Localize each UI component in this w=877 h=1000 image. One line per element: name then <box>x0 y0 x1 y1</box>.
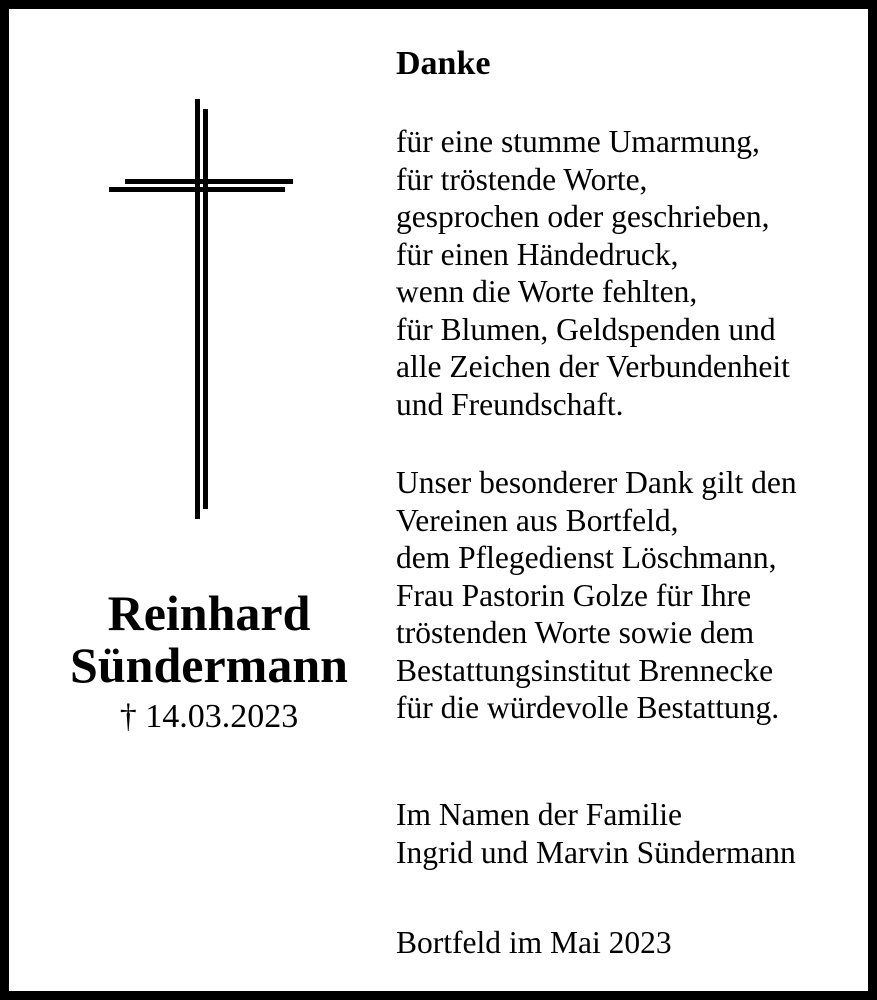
text-line: gesprochen oder geschrieben, <box>396 199 770 234</box>
text-line: für eine stumme Umarmung, <box>396 124 760 159</box>
text-line: Bortfeld im Mai 2023 <box>396 925 672 960</box>
deceased-block <box>49 587 369 737</box>
text-line: tröstenden Worte sowie dem <box>396 615 755 650</box>
death-date: † 14.03.2023 <box>119 698 299 735</box>
text-line: wenn die Worte fehlten, <box>396 274 698 309</box>
first-name: Reinhard <box>107 585 311 641</box>
text-line: Frau Pastorin Golze für Ihre <box>396 577 752 613</box>
signature-paragraph <box>396 796 796 871</box>
text-line: Bestattungsinstitut Brennecke <box>396 652 774 688</box>
cross-icon <box>105 97 297 525</box>
text-line: Ingrid und Marvin Sündermann <box>396 834 796 870</box>
text-line: Unser besonderer Dank gilt den <box>396 465 797 500</box>
text-line: und Freundschaft. <box>396 386 624 422</box>
place-date <box>396 924 672 962</box>
text-line: für Blumen, Geldspenden und <box>396 311 776 347</box>
text-line: dem Pflegedienst Löschmann, <box>396 540 777 575</box>
special-thanks-paragraph <box>396 464 797 727</box>
text-line: für tröstende Worte, <box>396 161 648 197</box>
text-line: alle Zeichen der Verbundenheit <box>396 349 790 384</box>
last-name: Sündermann <box>70 637 348 693</box>
heading-danke: Danke <box>396 45 491 82</box>
text-line: für die würdevolle Bestattung. <box>396 690 780 725</box>
text-line: Vereinen aus Bortfeld, <box>396 502 679 538</box>
thanks-paragraph <box>396 123 790 423</box>
text-line: Im Namen der Familie <box>396 797 683 832</box>
text-line: für einen Händedruck, <box>396 236 679 272</box>
